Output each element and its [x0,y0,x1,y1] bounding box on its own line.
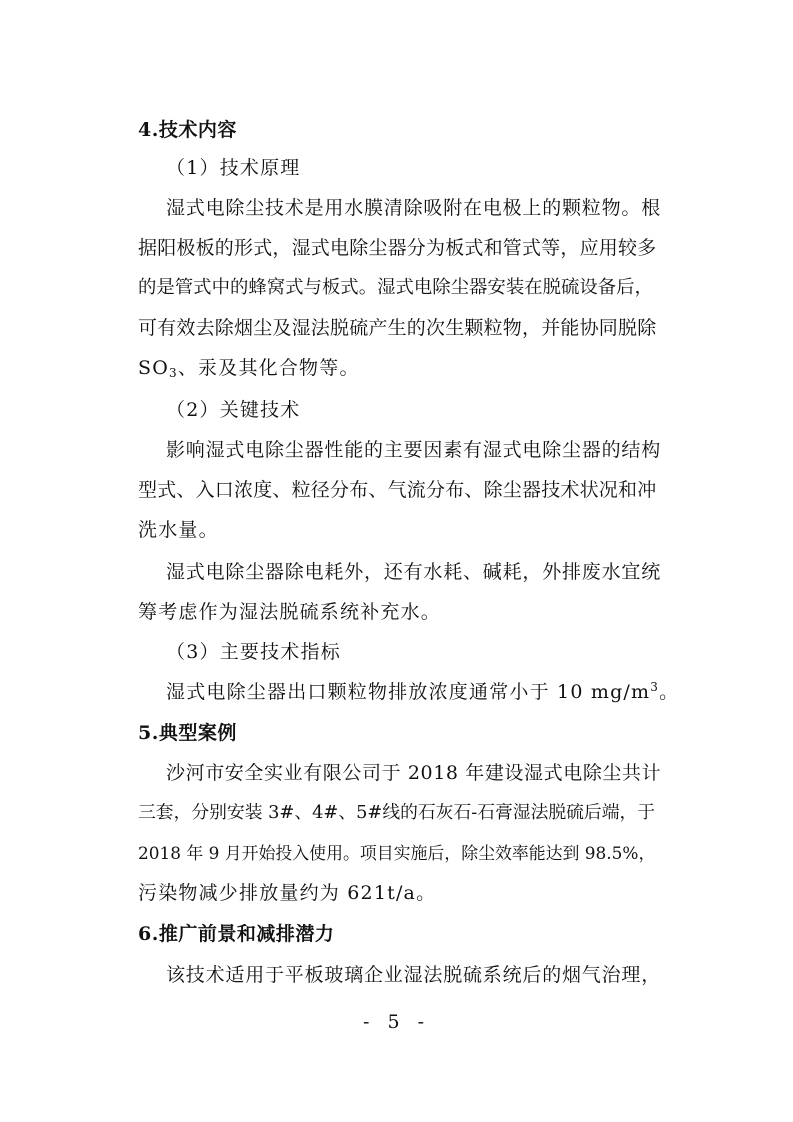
paragraph-line: 影响湿式电除尘器性能的主要因素有湿式电除尘器的结构 [166,439,662,461]
paragraph-line: 洗水量。 [138,519,219,541]
paragraph-key-tech-1-cont [138,470,658,550]
paragraph-principle-cont [138,228,658,388]
unit-superscript: 3 [650,680,660,694]
paragraph-key-tech-2 [166,552,660,592]
paragraph-case [166,753,660,793]
subsection-1-title: （1）技术原理 [166,157,301,179]
paragraph-line: 筹考虑作为湿法脱硫系统补充水。 [138,601,442,623]
subsection-3-title: （3）主要技术指标 [166,641,341,663]
paragraph-key-tech-2-cont [138,592,658,632]
paragraph-case-cont [138,793,658,913]
paragraph-line: 据阳极板的形式，湿式电除尘器分为板式和管式等，应用较多 [138,237,657,259]
subsection-2-title: （2）关键技术 [166,399,301,421]
paragraph-line-last [138,348,658,388]
paragraph-line: 三套，分别安装 3#、4#、5#线的石灰石-石膏湿法脱硫后端，于 [138,802,656,823]
so3-text: SO [138,357,169,379]
page-number: - 5 - [362,1011,430,1033]
indicator-tail: 。 [659,681,680,703]
paragraph-key-tech-1 [166,430,660,470]
section-4-heading: 4.技术内容 [138,119,237,141]
paragraph-line: 型式、入口浓度、粒径分布、气流分布、除尘器技术状况和冲 [138,479,657,501]
paragraph-line: 该技术适用于平板玻璃企业湿法脱硫系统后的烟气治理， [166,964,662,986]
paragraph-line: 湿式电除尘器除电耗外，还有水耗、碱耗，外排废水宜统 [166,561,662,583]
paragraph-principle [166,188,660,228]
indicator-text: 湿式电除尘器出口颗粒物排放浓度通常小于 10 mg/m [166,681,651,703]
paragraph-line: 湿式电除尘技术是用水膜清除吸附在电极上的颗粒物。根 [166,197,662,219]
paragraph-indicators [166,672,686,712]
paragraph-line: 的是管式中的蜂窝式与板式。湿式电除尘器安装在脱硫设备后， [138,277,653,298]
paragraph-line: 2018 年 9 月开始投入使用。项目实施后，除尘效率能达到 98.5%， [138,843,656,863]
paragraph-tail: 、汞及其化合物等。 [177,357,360,379]
section-5-heading: 5.典型案例 [138,722,237,744]
section-6-heading: 6.推广前景和减排潜力 [138,923,335,945]
paragraph-line: 沙河市安全实业有限公司于 2018 年建设湿式电除尘共计 [166,762,662,784]
so3-subscript: 3 [169,366,178,380]
paragraph-line: 可有效去除烟尘及湿法脱硫产生的次生颗粒物，并能协同脱除 [138,317,657,339]
paragraph-line: 污染物减少排放量约为 621t/a。 [138,882,437,904]
paragraph-prospects [166,955,660,995]
